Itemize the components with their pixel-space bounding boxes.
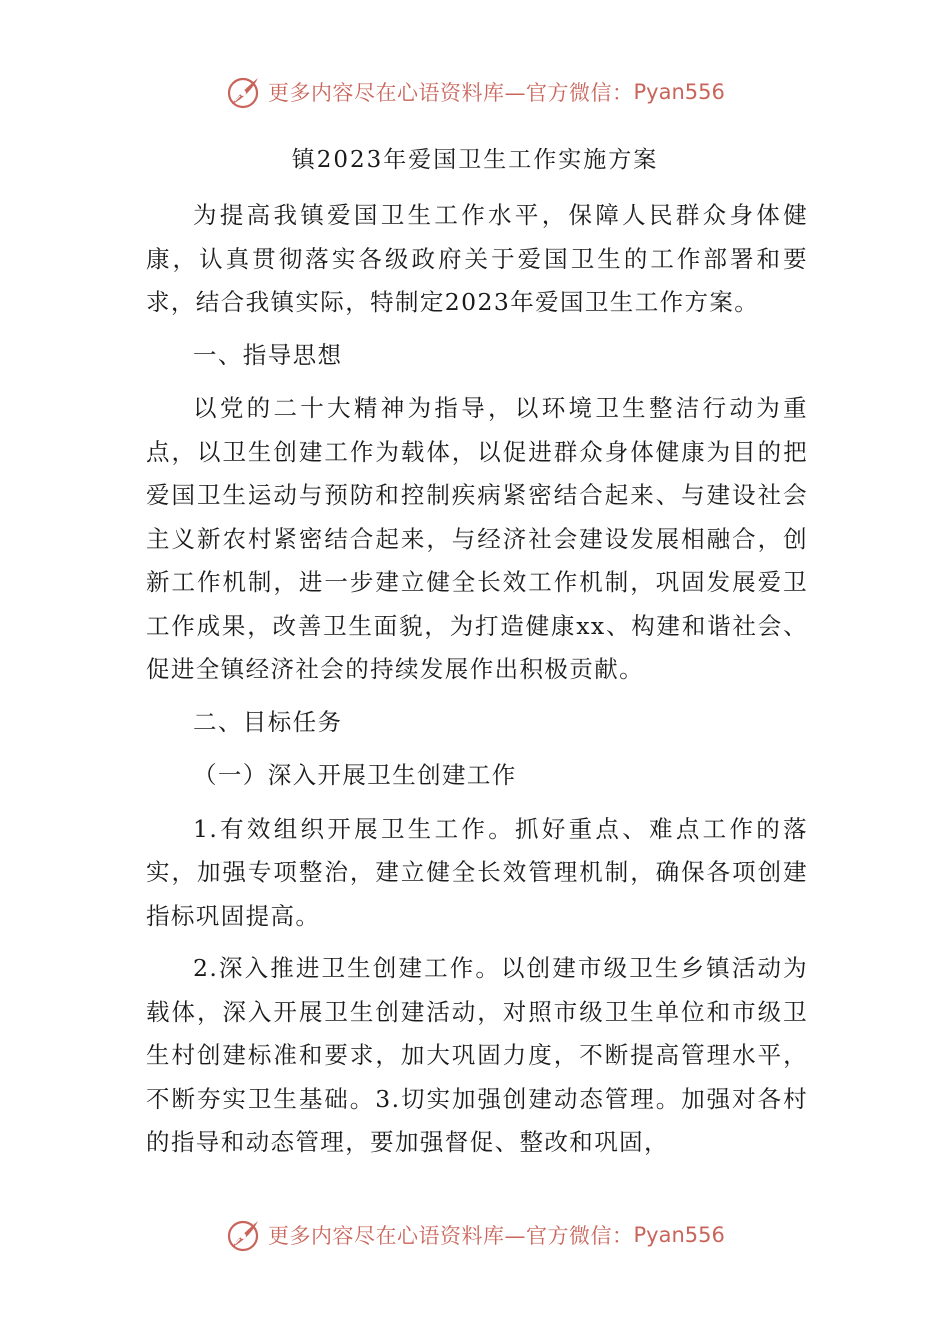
- quill-logo-icon: [226, 1217, 262, 1253]
- section-heading-guiding-ideology: 一、指导思想: [193, 340, 343, 369]
- paragraph-item-2: 2.深入推进卫生创建工作。以创建市级卫生乡镇活动为载体，深入开展卫生创建活动，对照市级卫生单位和市级卫生村创建标准和要求，加大巩固力度，不断提高管理水平，不断夯实卫生基础。3.切实加强创建动态管理。加强对各村的指导和动态管理，要加强督促、整改和巩固，: [146, 954, 808, 1156]
- watermark-text: 更多内容尽在心语资料库—官方微信：: [268, 81, 634, 105]
- watermark-footer: [226, 1215, 725, 1255]
- paragraph-guiding-ideology: 以党的二十大精神为指导，以环境卫生整洁行动为重点，以卫生创建工作为载体，以促进群众身体健康为目的把爱国卫生运动与预防和控制疾病紧密结合起来、与建设社会主义新农村紧密结合起来，与经济社会建设发展相融合，创新工作机制，进一步建立健全长效工作机制，巩固发展爱卫工作成果，改善卫生面貌，为打造健康xx、构建和谐社会、促进全镇经济社会的持续发展作出积极贡献。: [146, 394, 808, 683]
- quill-logo-icon: [226, 74, 262, 110]
- subsection-heading-health-creation: （一）深入开展卫生创建工作: [193, 761, 517, 789]
- watermark-header: [226, 72, 725, 112]
- document-body: [146, 194, 808, 1174]
- paragraph-item-1: 1.有效组织开展卫生工作。抓好重点、难点工作的落实，加强专项整治，建立健全长效管理机制，确保各项创建指标巩固提高。: [146, 814, 808, 930]
- document-title: 镇2023年爱国卫生工作实施方案: [291, 147, 659, 173]
- section-heading-goals: 二、目标任务: [193, 707, 343, 736]
- watermark-contact: Pyan556: [633, 1223, 725, 1247]
- paragraph-intro: 为提高我镇爱国卫生工作水平，保障人民群众身体健康，认真贯彻落实各级政府关于爱国卫生的工作部署和要求，结合我镇实际，特制定2023年爱国卫生工作方案。: [146, 201, 808, 316]
- watermark-contact: Pyan556: [633, 80, 725, 104]
- watermark-text: 更多内容尽在心语资料库—官方微信：: [268, 1224, 634, 1248]
